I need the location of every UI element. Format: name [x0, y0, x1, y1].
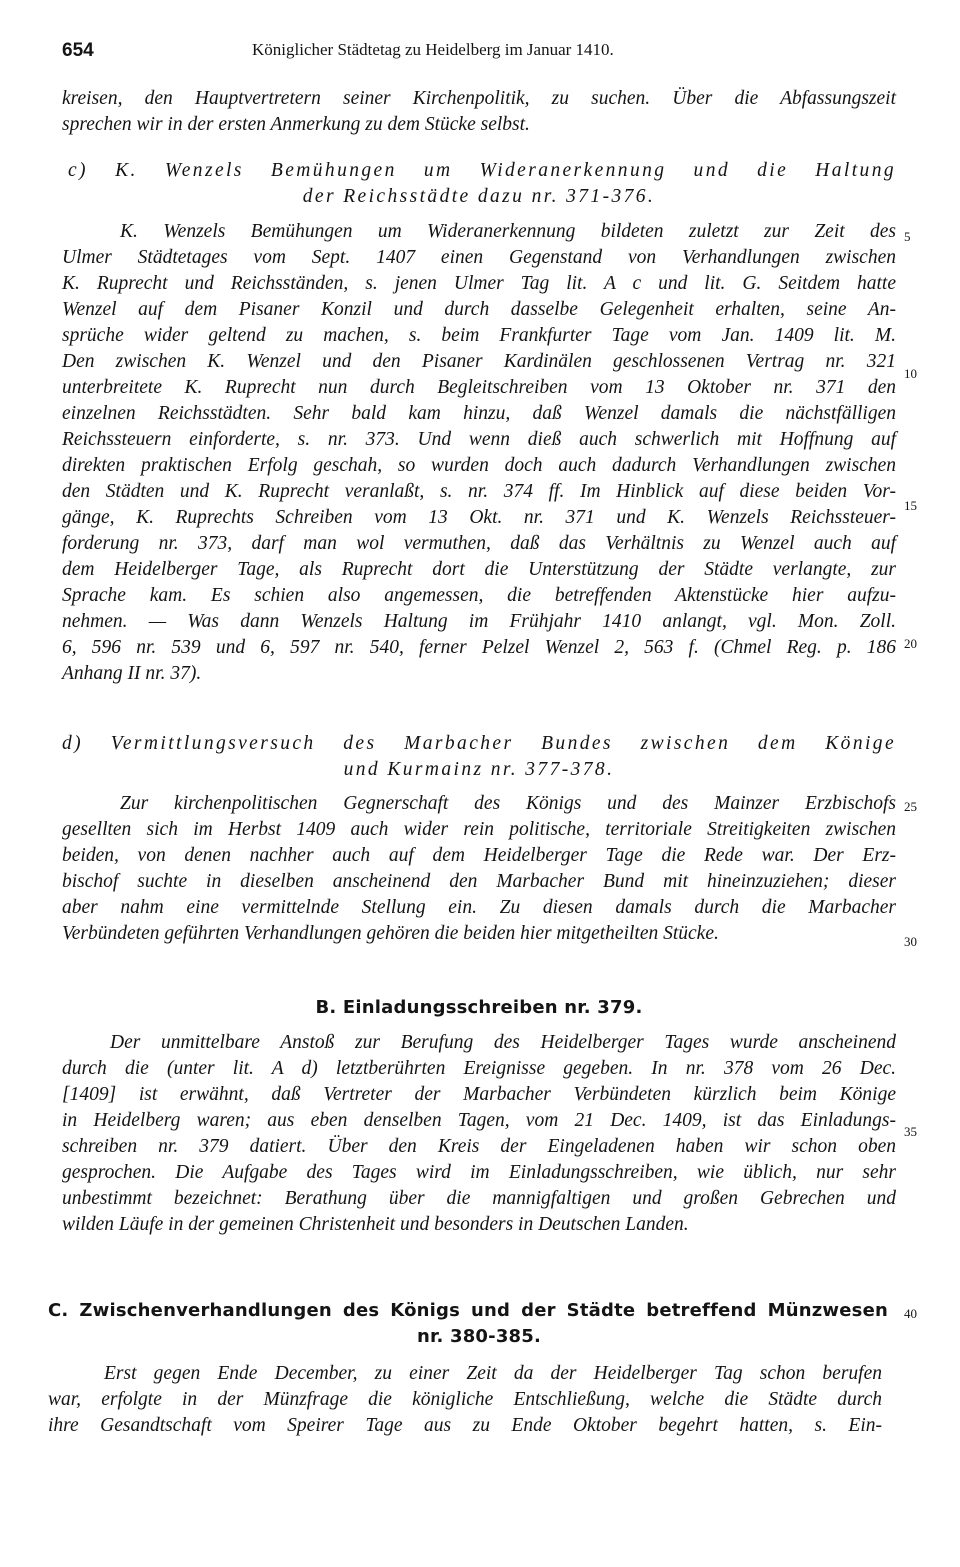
margin-line-number: 15	[904, 498, 917, 513]
text-line: ihre Gesandtschaft vom Speirer Tage aus zu Ende Oktober begehrt hatten, s. Ein-	[48, 1415, 882, 1436]
text-line: [1409] ist erwähnt, daß Vertreter der Marbacher Verbündeten kürzlich beim Könige	[62, 1084, 896, 1105]
text-line: kreisen, den Hauptvertretern seiner Kirchenpolitik, zu suchen. Über die Abfassungszeit	[62, 88, 896, 109]
text-line: 6, 596 nr. 539 und 6, 597 nr. 540, ferner Pelzel Wenzel 2, 563 f. (Chmel Reg. p. 186	[62, 637, 896, 658]
text-line: Zur kirchenpolitischen Gegnerschaft des Königs und des Mainzer Erzbischofs	[120, 793, 896, 814]
text-line: schreiben nr. 379 datiert. Über den Kreis der Eingeladenen haben wir schon oben	[62, 1136, 896, 1157]
margin-line-number: 35	[904, 1124, 917, 1139]
text-line: Erst gegen Ende December, zu einer Zeit da der Heidelberger Tag schon berufen	[104, 1363, 882, 1384]
text-line: einzelnen Reichsstädten. Sehr bald kam hinzu, daß Wenzel damals die nächstfälligen	[62, 403, 896, 424]
margin-line-number: 20	[904, 636, 917, 651]
text-line: Der unmittelbare Anstoß zur Berufung des Heidelberger Tages wurde anscheinend	[110, 1032, 896, 1053]
text-line: in Heidelberg waren; aus eben denselben Tagen, vom 21 Dec. 1409, ist das Einladungs-	[62, 1110, 896, 1131]
page-header	[62, 40, 902, 70]
text-line: K. Wenzels Bemühungen um Wideranerkennung bildeten zuletzt zur Zeit des	[120, 221, 896, 242]
section-heading-c-main: C. Zwischenverhandlungen des Königs und der Städte betreffend Münzwesen	[48, 1300, 888, 1321]
text-line: Anhang II nr. 37).	[62, 663, 202, 684]
section-heading-c-continuation: der Reichsstädte dazu nr. 371-376.	[302, 186, 656, 207]
text-line: Verbündeten geführten Verhandlungen gehören die beiden hier mitgetheilten Stücke.	[62, 923, 719, 944]
text-line: forderung nr. 373, darf man wol vermuthen, daß das Verhältnis zu Wenzel auch auf	[62, 533, 896, 554]
text-line: direkten praktischen Erfolg geschah, so wurden doch auch dadurch Verhandlungen zwischen	[62, 455, 896, 476]
text-line: dem Heidelberger Tage, als Ruprecht dort die Unterstützung der Städte verlangte, zur	[62, 559, 896, 580]
text-line: Den zwischen K. Wenzel und den Pisaner Kardinälen geschlossenen Vertrag nr. 321	[62, 351, 896, 372]
text-line: war, erfolgte in der Münzfrage die königliche Entschließung, welche die Städte durch	[48, 1389, 882, 1410]
text-line: durch die (unter lit. A d) letztberührten Ereignisse gegeben. In nr. 378 vom 26 Dec.	[62, 1058, 896, 1079]
text-line: den Städten und K. Ruprecht veranlaßt, s. nr. 374 ff. Im Hinblick auf diese beiden Vor-	[62, 481, 896, 502]
text-line: bischof suchte in dieselben anscheinend den Marbacher Bund mit hineinzuziehen; dieser	[62, 871, 896, 892]
running-title: Königlicher Städtetag zu Heidelberg im Januar 1410.	[252, 40, 614, 59]
text-line: Sprache kam. Es schien also angemessen, die betreffenden Aktenstücke hier aufzu-	[62, 585, 896, 606]
page-number: 654	[62, 40, 94, 61]
section-heading-c-main-continuation: nr. 380-385.	[416, 1326, 542, 1347]
text-line: Wenzel auf dem Pisaner Konzil und durch dasselbe Gelegenheit erhalten, seine An-	[62, 299, 896, 320]
text-line: sprüche wider geltend zu machen, s. beim Frankfurter Tage vom Jan. 1409 lit. M.	[62, 325, 896, 346]
margin-line-number: 40	[904, 1306, 917, 1321]
text-line: K. Ruprecht und Reichsständen, s. jenen Ulmer Tag lit. A c und lit. G. Seitdem hatte	[62, 273, 896, 294]
section-heading-d-continuation: und Kurmainz nr. 377-378.	[343, 759, 615, 780]
text-line: Reichssteuern einforderte, s. nr. 373. Und wenn dieß auch schwerlich mit Hoffnung auf	[62, 429, 896, 450]
text-line: nehmen. — Was dann Wenzels Haltung im Frühjahr 1410 anlangt, vgl. Mon. Zoll.	[62, 611, 896, 632]
text-line: gänge, K. Ruprechts Schreiben vom 13 Okt. nr. 371 und K. Wenzels Reichssteuer-	[62, 507, 896, 528]
section-heading-b: B. Einladungsschreiben nr. 379.	[315, 997, 643, 1018]
section-heading-d: d) Vermittlungsversuch des Marbacher Bundes zwischen dem Könige	[62, 733, 896, 754]
text-line: unterbreitete K. Ruprecht nun durch Begleitschreiben vom 13 Oktober nr. 371 den	[62, 377, 896, 398]
text-line: gesellten sich im Herbst 1409 auch wider rein politische, territoriale Streitigkeiten zwischen	[62, 819, 896, 840]
text-line: beiden, von denen nachher auch auf dem Heidelberger Tage die Rede war. Der Erz-	[62, 845, 896, 866]
margin-line-number: 30	[904, 934, 917, 949]
margin-line-number: 10	[904, 366, 917, 381]
text-line: unbestimmt bezeichnet: Berathung über die mannigfaltigen und großen Gebrechen und	[62, 1188, 896, 1209]
margin-line-number: 5	[904, 229, 911, 244]
margin-line-number: 25	[904, 799, 917, 814]
text-line: wilden Läufe in der gemeinen Christenheit und besonders in Deutschen Landen.	[62, 1214, 689, 1235]
text-line: Ulmer Städtetages vom Sept. 1407 einen Gegenstand von Verhandlungen zwischen	[62, 247, 896, 268]
section-heading-c: c) K. Wenzels Bemühungen um Wideranerkennung und die Haltung	[68, 160, 896, 181]
text-line: sprechen wir in der ersten Anmerkung zu dem Stücke selbst.	[62, 114, 530, 135]
text-line: gesprochen. Die Aufgabe des Tages wird im Einladungsschreiben, wie üblich, nur sehr	[62, 1162, 896, 1183]
text-line: aber nahm eine vermittelnde Stellung ein. Zu diesen damals durch die Marbacher	[62, 897, 896, 918]
